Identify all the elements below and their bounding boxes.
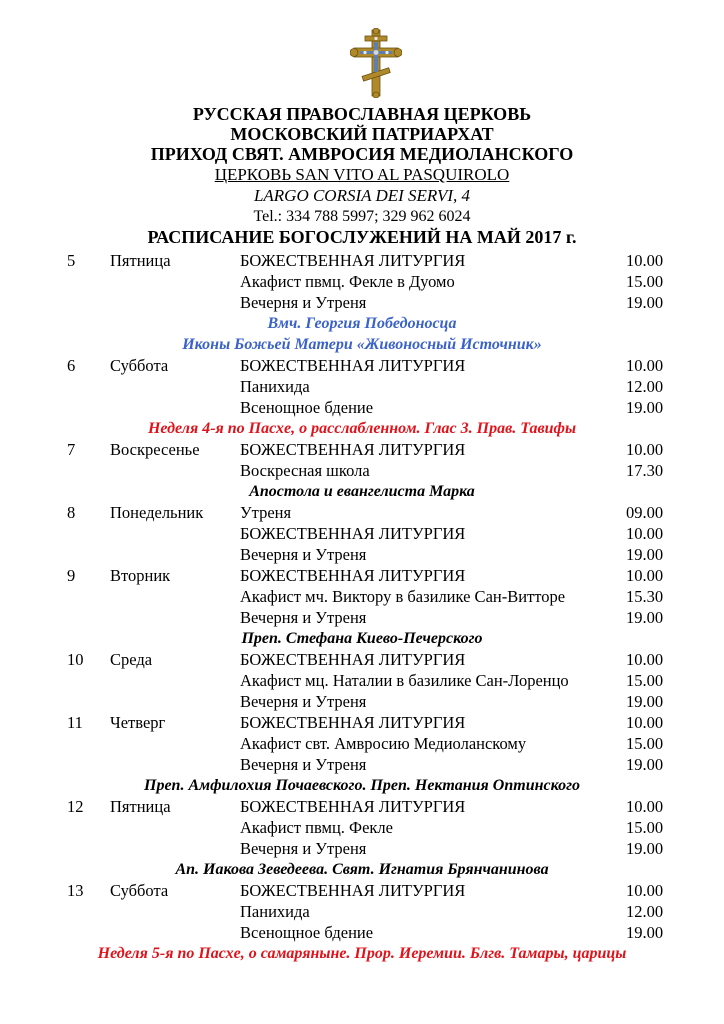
telephone: Tel.: 334 788 5997; 329 962 6024: [253, 208, 471, 225]
service-name: Всенощное бдение: [240, 923, 374, 942]
schedule-title: РАСПИСАНИЕ БОГОСЛУЖЕНИЙ НА МАЙ 2017 г.: [147, 227, 577, 247]
parish-title: ПРИХОД СВЯТ. АМВРОСИЯ МЕДИОЛАНСКОГО: [150, 144, 574, 164]
day-number: 5: [67, 251, 76, 270]
service-name: БОЖЕСТВЕННАЯ ЛИТУРГИЯ: [240, 566, 466, 585]
service-time: 19.00: [626, 923, 664, 942]
feast-line: Преп. Амфилохия Почаевского. Преп. Нектания Оптинского: [144, 777, 580, 794]
day-number: 12: [67, 797, 84, 816]
service-time: 15.00: [626, 272, 664, 291]
day-number: 13: [67, 881, 84, 900]
schedule-row: [0, 292, 724, 313]
schedule-row: [0, 271, 724, 292]
day-number: 9: [67, 566, 76, 585]
weekday: Суббота: [110, 356, 169, 375]
service-name: Вечерня и Утреня: [240, 692, 367, 711]
feast-line: Преп. Стефана Киево-Печерского: [241, 630, 483, 647]
schedule-row: [0, 544, 724, 565]
service-time: 19.00: [626, 293, 664, 312]
service-name: Вечерня и Утреня: [240, 755, 367, 774]
day-number: 8: [67, 503, 76, 522]
feast-line: Апостола и евангелиста Марка: [249, 483, 475, 500]
service-name: Акафист пвмц. Фекле в Дуомо: [240, 272, 455, 291]
service-time: 19.00: [626, 755, 664, 774]
document-header: [0, 104, 724, 248]
service-time: 19.00: [626, 608, 664, 627]
weekday: Четверг: [110, 713, 166, 732]
schedule-row: [0, 355, 724, 376]
service-name: БОЖЕСТВЕННАЯ ЛИТУРГИЯ: [240, 650, 466, 669]
service-name: Вечерня и Утреня: [240, 545, 367, 564]
feast-line: Неделя 5-я по Пасхе, о самаряныне. Прор. Иеремии. Блгв. Тамары, царицы: [97, 945, 627, 962]
weekday: Пятница: [110, 251, 171, 270]
service-time: 10.00: [626, 524, 664, 543]
schedule-row: [0, 712, 724, 733]
service-name: БОЖЕСТВЕННАЯ ЛИТУРГИЯ: [240, 713, 466, 732]
service-time: 17.30: [626, 461, 664, 480]
service-name: БОЖЕСТВЕННАЯ ЛИТУРГИЯ: [240, 251, 466, 270]
service-time: 15.30: [626, 587, 664, 606]
service-name: Акафист мц. Наталии в базилике Сан-Лоренцо: [240, 671, 569, 690]
feast-line: Вмч. Георгия Победоносца: [267, 315, 457, 332]
service-time: 19.00: [626, 692, 664, 711]
schedule-row: [0, 691, 724, 712]
schedule-row: [0, 922, 724, 943]
service-name: Вечерня и Утреня: [240, 293, 367, 312]
service-time: 15.00: [626, 818, 664, 837]
weekday: Суббота: [110, 881, 169, 900]
service-time: 12.00: [626, 902, 664, 921]
church-name: ЦЕРКОВЬ SAN VITO AL PASQUIROLO: [214, 165, 510, 184]
schedule-row: [0, 607, 724, 628]
service-time: 10.00: [626, 650, 664, 669]
schedule-row: [0, 838, 724, 859]
weekday: Вторник: [110, 566, 171, 585]
service-name: Воскресная школа: [240, 461, 370, 480]
schedule-row: [0, 376, 724, 397]
service-time: 10.00: [626, 356, 664, 375]
schedule-row: [0, 523, 724, 544]
schedule-row: [0, 880, 724, 901]
org-title: РУССКАЯ ПРАВОСЛАВНАЯ ЦЕРКОВЬ: [192, 104, 532, 124]
service-time: 10.00: [626, 881, 664, 900]
service-time: 10.00: [626, 251, 664, 270]
weekday: Среда: [110, 650, 153, 669]
service-time: 10.00: [626, 566, 664, 585]
service-time: 10.00: [626, 713, 664, 732]
schedule-list: [0, 250, 724, 964]
schedule-row: [0, 397, 724, 418]
schedule-row: [0, 817, 724, 838]
service-name: БОЖЕСТВЕННАЯ ЛИТУРГИЯ: [240, 797, 466, 816]
service-name: Панихида: [240, 377, 310, 396]
service-name: Утреня: [240, 503, 292, 522]
service-name: Панихида: [240, 902, 310, 921]
service-time: 19.00: [626, 839, 664, 858]
service-name: Акафист мч. Виктору в базилике Сан-Витторе: [240, 587, 566, 606]
service-time: 10.00: [626, 440, 664, 459]
service-name: Акафист пвмц. Фекле: [240, 818, 393, 837]
service-name: БОЖЕСТВЕННАЯ ЛИТУРГИЯ: [240, 881, 466, 900]
schedule-row: [0, 502, 724, 523]
address: LARGO CORSIA DEI SERVI, 4: [253, 186, 471, 205]
service-time: 12.00: [626, 377, 664, 396]
schedule-row: [0, 733, 724, 754]
service-name: БОЖЕСТВЕННАЯ ЛИТУРГИЯ: [240, 440, 466, 459]
schedule-row: [0, 439, 724, 460]
schedule-row: [0, 649, 724, 670]
feast-line: Иконы Божьей Матери «Живоносный Источник»: [182, 336, 542, 353]
day-number: 7: [67, 440, 76, 459]
service-name: БОЖЕСТВЕННАЯ ЛИТУРГИЯ: [240, 524, 466, 543]
service-time: 19.00: [626, 398, 664, 417]
service-time: 19.00: [626, 545, 664, 564]
orthodox-cross-icon: [350, 28, 402, 98]
service-name: Всенощное бдение: [240, 398, 374, 417]
day-number: 6: [67, 356, 76, 375]
feast-line: Неделя 4-я по Пасхе, о расслабленном. Глас 3. Прав. Тавифы: [147, 420, 577, 437]
schedule-row: [0, 460, 724, 481]
schedule-row: [0, 901, 724, 922]
service-name: Вечерня и Утреня: [240, 839, 367, 858]
schedule-row: [0, 796, 724, 817]
schedule-row: [0, 670, 724, 691]
schedule-row: [0, 565, 724, 586]
service-name: Акафист свт. Амвросию Медиоланскому: [240, 734, 527, 753]
day-number: 10: [67, 650, 84, 669]
service-time: 15.00: [626, 734, 664, 753]
service-time: 15.00: [626, 671, 664, 690]
schedule-row: [0, 250, 724, 271]
day-number: 11: [67, 713, 83, 732]
service-time: 10.00: [626, 797, 664, 816]
service-time: 09.00: [626, 503, 664, 522]
service-name: Вечерня и Утреня: [240, 608, 367, 627]
schedule-row: [0, 586, 724, 607]
patriarchate-title: МОСКОВСКИЙ ПАТРИАРХАТ: [230, 124, 494, 144]
schedule-row: [0, 754, 724, 775]
service-name: БОЖЕСТВЕННАЯ ЛИТУРГИЯ: [240, 356, 466, 375]
weekday: Пятница: [110, 797, 171, 816]
weekday: Понедельник: [110, 503, 204, 522]
weekday: Воскресенье: [110, 440, 200, 459]
feast-line: Ап. Иакова Зеведеева. Свят. Игнатия Брянчанинова: [175, 861, 549, 878]
